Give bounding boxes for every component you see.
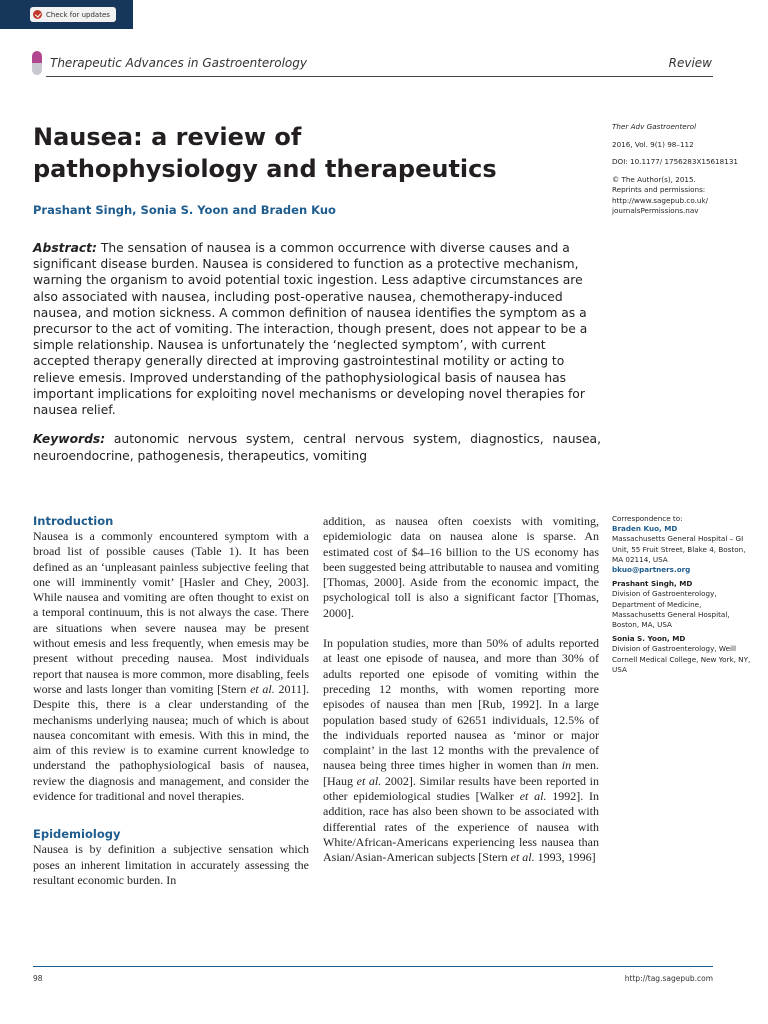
- body-column-left: [33, 514, 309, 888]
- doi[interactable]: DOI: 10.1177/ 1756283X15618131: [612, 157, 738, 166]
- keywords-text: autonomic nervous system, central nervous system, diagnostics, nausea, neuroendocrine, pathogenesis, therapeutics, vomiting: [33, 432, 601, 463]
- abstract-text: The sensation of nausea is a common occurrence with diverse causes and a significant disease burden. Nausea is considered to function as a protective mechanism, warning the organism to avoid potential toxic ingestion. Less adaptive circumstances are also associated with nausea, including post-operative nausea, chemotherapy-induced nausea, and motion sickness. A common definition of nausea identifies the symptom as a precursor to the act of vomiting. The interaction, though present, does not appear to be a simple relationship. Nausea is unfortunately the ‘neglected symptom’, with current accepted therapy generally directed at improving gastrointestinal motility or acting to relieve emesis. Improved understanding of the pathophysiological basis of nausea has important implications for exploiting novel mechanisms or developing novel therapies for nausea relief.: [33, 241, 588, 418]
- author-name-singh: Prashant Singh, MD: [612, 579, 693, 589]
- journal-abbrev: Ther Adv Gastroenterol: [612, 122, 697, 131]
- article-metadata: [612, 122, 752, 217]
- author-address-singh: Division of Gastroenterology, Department of Medicine, Massachusetts General Hospital, Boston, MA, USA: [612, 589, 730, 630]
- email-link[interactable]: bkuo@partners.org: [612, 565, 691, 575]
- article-title: Nausea: a review of pathophysiology and therapeutics: [33, 123, 497, 183]
- author-name-yoon: Sonia S. Yoon, MD: [612, 634, 686, 644]
- header-divider: [46, 76, 713, 77]
- correspondence-label: Correspondence to:: [612, 514, 683, 523]
- epidemiology-paragraph: Nausea is by definition a subjective sensation which poses an inherent limitation in accurately assessing the resultant economic burden. In: [33, 842, 309, 887]
- article-type: Review: [668, 56, 712, 70]
- page-number: 98: [33, 974, 43, 983]
- epidemiology-heading: Epidemiology: [33, 827, 121, 842]
- top-banner: [0, 0, 133, 29]
- author-address-kuo: Massachusetts General Hospital – GI Unit, 55 Fruit Street, Blake 4, Boston, MA 02114, USA: [612, 534, 746, 564]
- introduction-heading: Introduction: [33, 514, 114, 528]
- epidemiology-continued: addition, as nausea often coexists with vomiting, epidemiologic data on nausea alone is sparse. An estimated cost of $4–16 billion to the US economy has been suggested being attributable to nausea and vomiting [Thomas, 2000]. Aside from the economic impact, the psychological toll is also a significant factor [Thomas, 2000].: [323, 514, 599, 620]
- copyright: © The Author(s), 2015.: [612, 174, 696, 184]
- correspondence-box: [612, 514, 752, 675]
- crossmark-icon: [33, 10, 42, 19]
- check-for-updates-label: Check for updates: [46, 10, 110, 19]
- author-list: Prashant Singh, Sonia S. Yoon and Braden Kuo: [33, 203, 336, 217]
- author-address-yoon: Division of Gastroenterology, Weill Cornell Medical College, New York, NY, USA: [612, 644, 751, 674]
- check-for-updates-button[interactable]: [30, 7, 116, 22]
- keywords-label: Keywords:: [33, 432, 106, 446]
- author-name-kuo: Braden Kuo, MD: [612, 524, 678, 534]
- abstract: [33, 240, 598, 418]
- population-studies-paragraph: In population studies, more than 50% of adults reported at least one episode of nausea, and more than 30% of adults reported one episode of vomiting within the preceding 12 months, with women reporting more episodes of nausea than men [Rub, 1992]. In a large population based study of 62651 individuals, 12.5% of the individuals reported nausea as ‘minor or major complaint’ in the last 12 months with the prevalence of nausea being three times higher in women than in men. [Haug et al. 2002]. Similar results have been reported in other epidemiological studies [Walker et al. 1992]. In addition, race has also been shown to be associated with differential rates of the experience of nausea with White/African-Americans experiencing less nausea than Asian/Asian-American subjects [Stern et al. 1993, 1996]: [323, 636, 599, 865]
- journal-name: Therapeutic Advances in Gastroenterology: [50, 56, 307, 70]
- journal-logo: [32, 51, 42, 75]
- permissions[interactable]: Reprints and permissions: http://www.sagepub.co.uk/ journalsPermissions.nav: [612, 185, 709, 215]
- footer-divider: [33, 966, 713, 967]
- abstract-label: Abstract:: [33, 241, 97, 255]
- body-column-right: [323, 514, 599, 866]
- introduction-paragraph: Nausea is a commonly encountered symptom with a broad list of possible causes (Table 1). It has been defined as an ‘unpleasant painless subjective feeling that one will imminently vomit’ [Hasler and Chey, 2003]. While nausea and vomiting are often thought to exist on a temporal continuum, this is not always the case. There are situations when severe nausea may be present without emesis and less frequently, when emesis may be present without preceding nausea. Most individuals report that nausea is more common, more disabling, feels worse and lasts longer than vomiting [Stern et al. 2011]. Despite this, there is a clear understanding of the mechanisms underlying nausea; much of which is about nausea concomitant with emesis. With this in mind, the aim of this review is to examine current knowledge to understand the pathophysiological basis of nausea, review the diagnosis and management, and consider the evidence for traditional and novel therapies.: [33, 529, 309, 804]
- keywords: [33, 431, 601, 465]
- journal-url[interactable]: http://tag.sagepub.com: [624, 974, 713, 983]
- volume-info: 2016, Vol. 9(1) 98–112: [612, 139, 694, 149]
